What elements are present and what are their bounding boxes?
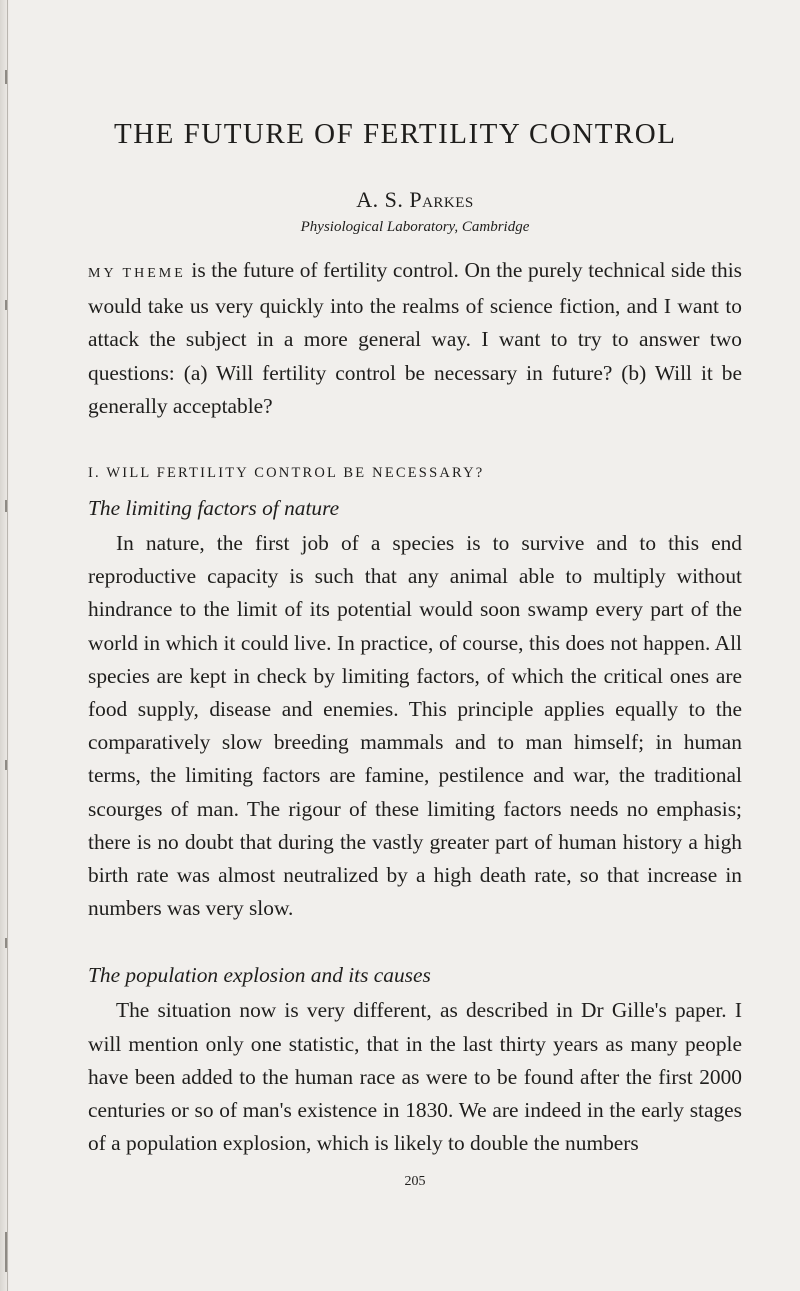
intro-paragraph (88, 254, 742, 423)
binding-mark (5, 300, 7, 310)
section-heading: I. WILL FERTILITY CONTROL BE NECESSARY? (88, 465, 485, 482)
page-edge-shadow (0, 0, 10, 1291)
author-affiliation: Physiological Laboratory, Cambridge (300, 219, 530, 235)
page-content (88, 118, 742, 1190)
body-paragraph: In nature, the first job of a species is to survive and to this end reproductive capacity is such that any animal able to multiply without hindrance to the limit of its potential would soon swamp every part of the world in which it could live. In practice, of course, this does not happen. All species are kept in check by limiting factors, of which the critical ones are food supply, disease and enemies. This principle applies equally to the comparatively slow breeding mammals and to man himself; in human terms, the limiting factors are famine, pestilence and war, the traditional scourges of man. The rigour of these limiting factors needs no emphasis; there is no doubt that during the vastly greater part of human history a high birth rate was almost neutralized by a high death rate, so that increase in numbers was very slow. (88, 531, 742, 921)
binding-mark (5, 760, 7, 770)
binding-mark (5, 938, 7, 948)
author-name-text: A. S. Parkes (356, 187, 474, 212)
subsection-heading: The limiting factors of nature (88, 496, 340, 521)
article-title: THE FUTURE OF FERTILITY CONTROL (114, 118, 677, 150)
page-binding-line (7, 0, 8, 1291)
binding-mark (5, 70, 7, 84)
binding-mark (5, 500, 7, 512)
intro-paragraph-text: is the future of fertility control. On the purely technical side this would take us very quickly into the realms of science fiction, and I want to attack the subject in a more general way. I want to try to answer two questions: (a) Will fertility control be necessary in future? (b) Will it be generally acceptable? (88, 258, 742, 418)
subsection-heading: The population explosion and its causes (88, 963, 431, 988)
body-paragraph: The situation now is very different, as described in Dr Gille's paper. I will mention only one statistic, that in the last thirty years as many people have been added to the human race as were to be found after the first 2000 centuries or so of man's existence in 1830. We are indeed in the early stages of a population explosion, which is likely to double the numbers (88, 998, 742, 1156)
page-number: 205 (404, 1174, 426, 1190)
author-name (88, 187, 742, 213)
intro-lead-words: MY THEME (88, 266, 186, 281)
binding-mark (5, 1232, 7, 1272)
